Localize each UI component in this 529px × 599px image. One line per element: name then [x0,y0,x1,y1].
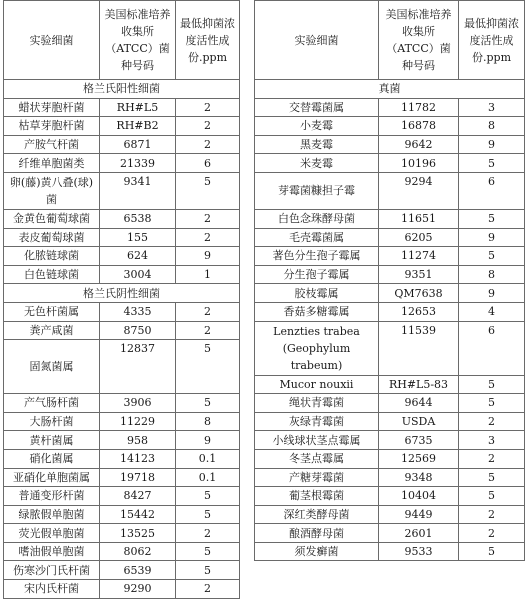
atcc-number: 3004 [100,265,176,284]
min-concentration: 2 [176,98,240,117]
min-concentration: 2 [459,524,525,543]
min-concentration: 2 [176,524,240,543]
atcc-number: 8750 [100,321,176,340]
atcc-number: RH#B2 [100,117,176,136]
organism-name: 米麦霉 [255,154,379,173]
atcc-number: 21339 [100,154,176,173]
min-concentration: 2 [176,321,240,340]
organism-name: 纤维单胞菌类 [4,154,100,173]
table-row [4,412,240,431]
min-concentration: 9 [459,284,525,303]
organism-name: 固氮菌属 [4,340,100,394]
atcc-number: 11539 [379,321,459,375]
table-row [4,172,240,209]
table-row [255,284,525,303]
organism-name: 大肠杆菌 [4,412,100,431]
atcc-number: 6871 [100,135,176,154]
atcc-number: 958 [100,431,176,450]
organism-name: 硝化菌属 [4,449,100,468]
atcc-number: RH#L5 [100,98,176,117]
atcc-number: 9294 [379,172,459,209]
table-row [255,265,525,284]
organism-name: 蜡状芽胞杆菌 [4,98,100,117]
min-concentration: 9 [459,135,525,154]
organism-name: 胶枝霉属 [255,284,379,303]
min-concentration: 2 [176,135,240,154]
min-concentration: 5 [176,487,240,506]
organism-name: 黄杆菌属 [4,431,100,450]
organism-name: 著色分生孢子霉属 [255,247,379,266]
atcc-number: 19718 [100,468,176,487]
table-row [255,394,525,413]
table-row [255,468,525,487]
min-concentration: 2 [459,412,525,431]
table-row [4,154,240,173]
organism-name: 葡茎根霉菌 [255,487,379,506]
atcc-number: 6735 [379,431,459,450]
table-row [4,265,240,284]
table-row [4,487,240,506]
min-concentration: 6 [176,154,240,173]
atcc-number: 6538 [100,209,176,228]
table-row [4,228,240,247]
table-row [4,135,240,154]
atcc-number: 2601 [379,524,459,543]
header-min: 最低抑菌浓度活性成份.ppm [459,1,525,80]
atcc-number: 9533 [379,542,459,561]
min-concentration: 9 [459,228,525,247]
table-row [4,431,240,450]
table-row [4,209,240,228]
table-row [4,468,240,487]
section-title: 真菌 [255,80,525,99]
section-title: 格兰氏阳性细菌 [4,80,240,99]
organism-name: 深红类酵母菌 [255,505,379,524]
organism-name: 白色链球菌 [4,265,100,284]
organism-name: 产糖芽霉菌 [255,468,379,487]
organism-name: 小线球状茎点霉属 [255,431,379,450]
min-concentration: 8 [459,117,525,136]
header-atcc: 美国标准培养收集所（ATCC）菌种号码 [100,1,176,80]
organism-name: 金黄色葡萄球菌 [4,209,100,228]
organism-name: 枯草芽胞杆菌 [4,117,100,136]
organism-name: Mucor nouxii [255,375,379,394]
table-row [4,449,240,468]
table-row [255,247,525,266]
atcc-number: 14123 [100,449,176,468]
atcc-number: 10196 [379,154,459,173]
table-row [255,117,525,136]
organism-name: 无色杆菌属 [4,302,100,321]
min-concentration: 0.1 [176,468,240,487]
atcc-number: USDA [379,412,459,431]
min-concentration: 5 [459,209,525,228]
atcc-number: 11782 [379,98,459,117]
table-row [4,321,240,340]
min-concentration: 5 [459,154,525,173]
min-concentration: 2 [459,449,525,468]
table-row [255,209,525,228]
table-row [255,505,525,524]
organism-name: 毛壳霉菌属 [255,228,379,247]
min-concentration: 5 [459,375,525,394]
organism-name: 普通变形杆菌 [4,487,100,506]
atcc-number: 11229 [100,412,176,431]
table-row [4,98,240,117]
section-row [4,284,240,303]
min-concentration: 5 [176,172,240,209]
atcc-number: 13525 [100,524,176,543]
organism-name: 冬茎点霉属 [255,449,379,468]
section-row [255,80,525,99]
min-concentration: 8 [459,265,525,284]
table-row [4,117,240,136]
min-concentration: 3 [459,431,525,450]
min-concentration: 2 [459,505,525,524]
atcc-number: 9449 [379,505,459,524]
min-concentration: 5 [459,487,525,506]
table-row [255,321,525,375]
organism-name: 嗜油假单胞菌 [4,542,100,561]
atcc-number: 8427 [100,487,176,506]
organism-name: 产气肠杆菌 [4,394,100,413]
atcc-number: 9644 [379,394,459,413]
min-concentration: 5 [176,505,240,524]
atcc-number: 12569 [379,449,459,468]
organism-name: 表皮葡萄球菌 [4,228,100,247]
table-row [255,487,525,506]
min-concentration: 1 [176,265,240,284]
min-concentration: 5 [176,561,240,580]
min-concentration: 6 [459,321,525,375]
section-row [4,80,240,99]
table-row [255,431,525,450]
header-atcc: 美国标准培养收集所（ATCC）菌种号码 [379,1,459,80]
min-concentration: 5 [176,394,240,413]
table-row [4,340,240,394]
atcc-number: 155 [100,228,176,247]
min-concentration: 4 [459,302,525,321]
table-row [4,302,240,321]
table-row [4,542,240,561]
header-min: 最低抑菌浓度活性成份.ppm [176,1,240,80]
atcc-number: 16878 [379,117,459,136]
organism-name: 伤寒沙门氏杆菌 [4,561,100,580]
min-concentration: 2 [176,580,240,599]
min-concentration: 2 [176,228,240,247]
organism-name: 白色念珠酵母菌 [255,209,379,228]
atcc-number: 624 [100,247,176,266]
table-row [255,172,525,209]
atcc-number: 11274 [379,247,459,266]
atcc-number: 9642 [379,135,459,154]
min-concentration: 2 [176,302,240,321]
atcc-number: 9348 [379,468,459,487]
table-row [4,524,240,543]
min-concentration: 8 [176,412,240,431]
table-row [255,228,525,247]
atcc-number: 4335 [100,302,176,321]
atcc-number: 10404 [379,487,459,506]
min-concentration: 5 [176,340,240,394]
min-concentration: 5 [459,468,525,487]
table-row [4,505,240,524]
atcc-number: 9351 [379,265,459,284]
organism-name: 芽霉菌糠担子霉 [255,172,379,209]
atcc-number: 11651 [379,209,459,228]
table-row [255,154,525,173]
min-concentration: 5 [459,394,525,413]
table-row [255,449,525,468]
min-concentration: 3 [459,98,525,117]
organism-name: 酿酒酵母菌 [255,524,379,543]
organism-name: 绳状青霉菌 [255,394,379,413]
left-table [3,0,240,599]
min-concentration: 5 [176,542,240,561]
table-row [255,375,525,394]
table-row [255,302,525,321]
organism-name: 化脓链球菌 [4,247,100,266]
right-table [254,0,525,561]
organism-name: 卵(藤)黄八叠(球)菌 [4,172,100,209]
organism-name: 分生孢子霉属 [255,265,379,284]
table-row [255,542,525,561]
table-row [255,412,525,431]
organism-name: 亚硝化单胞菌属 [4,468,100,487]
atcc-number: 12653 [379,302,459,321]
min-concentration: 5 [459,247,525,266]
atcc-number: 6539 [100,561,176,580]
organism-name: 产胺气杆菌 [4,135,100,154]
table-row [4,394,240,413]
min-concentration: 0.1 [176,449,240,468]
min-concentration: 9 [176,247,240,266]
organism-name: 须发癣菌 [255,542,379,561]
atcc-number: 3906 [100,394,176,413]
min-concentration: 5 [459,542,525,561]
organism-name: 荧光假单胞菌 [4,524,100,543]
organism-name: 小麦霉 [255,117,379,136]
header-name: 实验细菌 [255,1,379,80]
organism-name: 绿脓假单胞菌 [4,505,100,524]
atcc-number: 9341 [100,172,176,209]
atcc-number: 9290 [100,580,176,599]
atcc-number: 8062 [100,542,176,561]
organism-name: 宋内氏杆菌 [4,580,100,599]
organism-name: 粪产咸菌 [4,321,100,340]
min-concentration: 6 [459,172,525,209]
atcc-number: 6205 [379,228,459,247]
organism-name: 香菇多糖霉属 [255,302,379,321]
min-concentration: 2 [176,117,240,136]
min-concentration: 9 [176,431,240,450]
table-row [255,98,525,117]
table-row [4,561,240,580]
atcc-number: QM7638 [379,284,459,303]
atcc-number: 12837 [100,340,176,394]
organism-name: 交替霉菌属 [255,98,379,117]
organism-name: 黑麦霉 [255,135,379,154]
table-row [4,247,240,266]
organism-name: Lenzties trabea (Geophylum trabeum) [255,321,379,375]
section-title: 格兰氏阴性细菌 [4,284,240,303]
table-row [255,524,525,543]
atcc-number: 15442 [100,505,176,524]
organism-name: 灰绿青霉菌 [255,412,379,431]
table-row [255,135,525,154]
min-concentration: 2 [176,209,240,228]
header-name: 实验细菌 [4,1,100,80]
atcc-number: RH#L5-83 [379,375,459,394]
